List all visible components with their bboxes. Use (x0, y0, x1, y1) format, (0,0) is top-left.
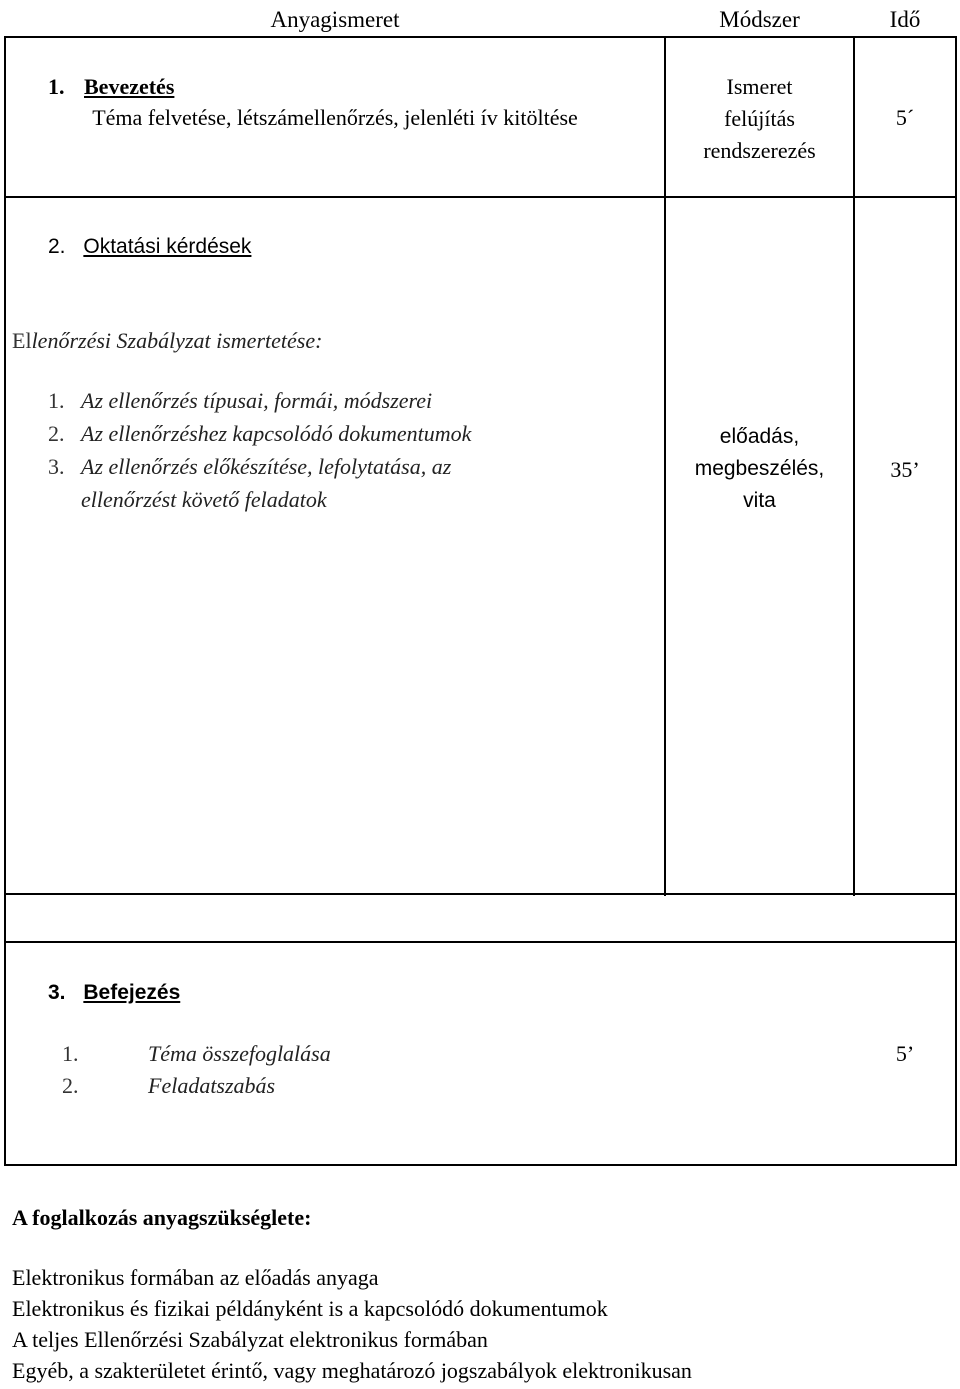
materials-list (12, 1265, 952, 1389)
list-item-number (48, 487, 81, 520)
list-item-number: 1. (62, 1041, 79, 1066)
section-2-method-line: előadás, (719, 425, 800, 448)
section-1-method-line: rendszerezés (703, 138, 816, 163)
list-item-number: 2. (48, 421, 65, 446)
section-1-time: 5´ (895, 105, 915, 130)
list-item-text: Téma összefoglalása (148, 1041, 331, 1066)
table-border-left (4, 36, 6, 1166)
list-item-text: Az ellenőrzéshez kapcsolódó dokumentumok (81, 421, 472, 446)
section-3-title: Befejezés (83, 981, 181, 1004)
header-time: Idő (889, 7, 921, 32)
row-divider-2b (4, 941, 956, 943)
section-1-heading (48, 74, 174, 100)
materials-heading: A foglalkozás anyagszükséglete: (12, 1205, 312, 1230)
section-3-item-list (62, 1041, 622, 1105)
section-1-method-line: felújítás (724, 106, 795, 131)
list-item-number: 3. (48, 454, 65, 479)
section-2-method-line: megbeszélés, (694, 457, 825, 480)
section-2-time: 35’ (890, 457, 920, 482)
list-item-text: Feladatszabás (148, 1073, 276, 1098)
section-3-number: 3. (48, 981, 66, 1004)
section-2-title: Oktatási kérdések (83, 235, 252, 258)
materials-line: Egyéb, a szakterületet érintő, vagy meghatározó jogszabályok elektronikusan (12, 1358, 692, 1383)
list-item (62, 1073, 622, 1105)
table-border-right (955, 36, 957, 1166)
materials-line: Elektronikus és fizikai példányként is a kapcsolódó dokumentumok (12, 1296, 608, 1321)
section-2-intro-text: lenőrzési Szabályzat ismertetése: (31, 328, 323, 353)
materials-line: A teljes Ellenőrzési Szabályzat elektronikus formában (12, 1327, 488, 1352)
row-divider-2a (4, 893, 956, 895)
materials-line: Elektronikus formában az előadás anyaga (12, 1265, 379, 1290)
section-1-title: Bevezetés (84, 74, 175, 99)
list-item-text: ellenőrzést követő feladatok (81, 487, 327, 512)
section-3-time: 5’ (895, 1041, 915, 1066)
list-item-number: 1. (48, 388, 65, 413)
row-divider-1 (4, 196, 956, 198)
list-item (48, 388, 658, 421)
list-item-number: 2. (62, 1073, 79, 1098)
list-item (48, 454, 658, 487)
section-3-heading (48, 980, 180, 1006)
section-2-number: 2. (48, 235, 66, 258)
header-material: Anyagismeret (270, 7, 400, 32)
table-border-top (4, 36, 956, 38)
section-1-method-line: Ismeret (726, 74, 793, 99)
table-border-bottom (4, 1164, 956, 1166)
section-2-heading (48, 234, 251, 260)
section-2-method-line: vita (743, 489, 776, 512)
list-item (62, 1041, 622, 1073)
section-1-method (666, 74, 853, 170)
list-item-text: Az ellenőrzés előkészítése, lefolytatása, az (81, 454, 452, 479)
list-item (48, 421, 658, 454)
list-item (48, 487, 658, 520)
list-item-text: Az ellenőrzés típusai, formái, módszerei (81, 388, 433, 413)
section-1-number: 1. (48, 74, 65, 99)
section-2-method (666, 424, 853, 520)
section-2-item-list (48, 388, 658, 520)
section-2-intro-prefix: El (12, 328, 32, 353)
header-method: Módszer (719, 7, 800, 32)
section-2-intro (12, 328, 322, 354)
section-1-description: Téma felvetése, létszámellenőrzés, jelenléti ív kitöltése (92, 105, 578, 130)
